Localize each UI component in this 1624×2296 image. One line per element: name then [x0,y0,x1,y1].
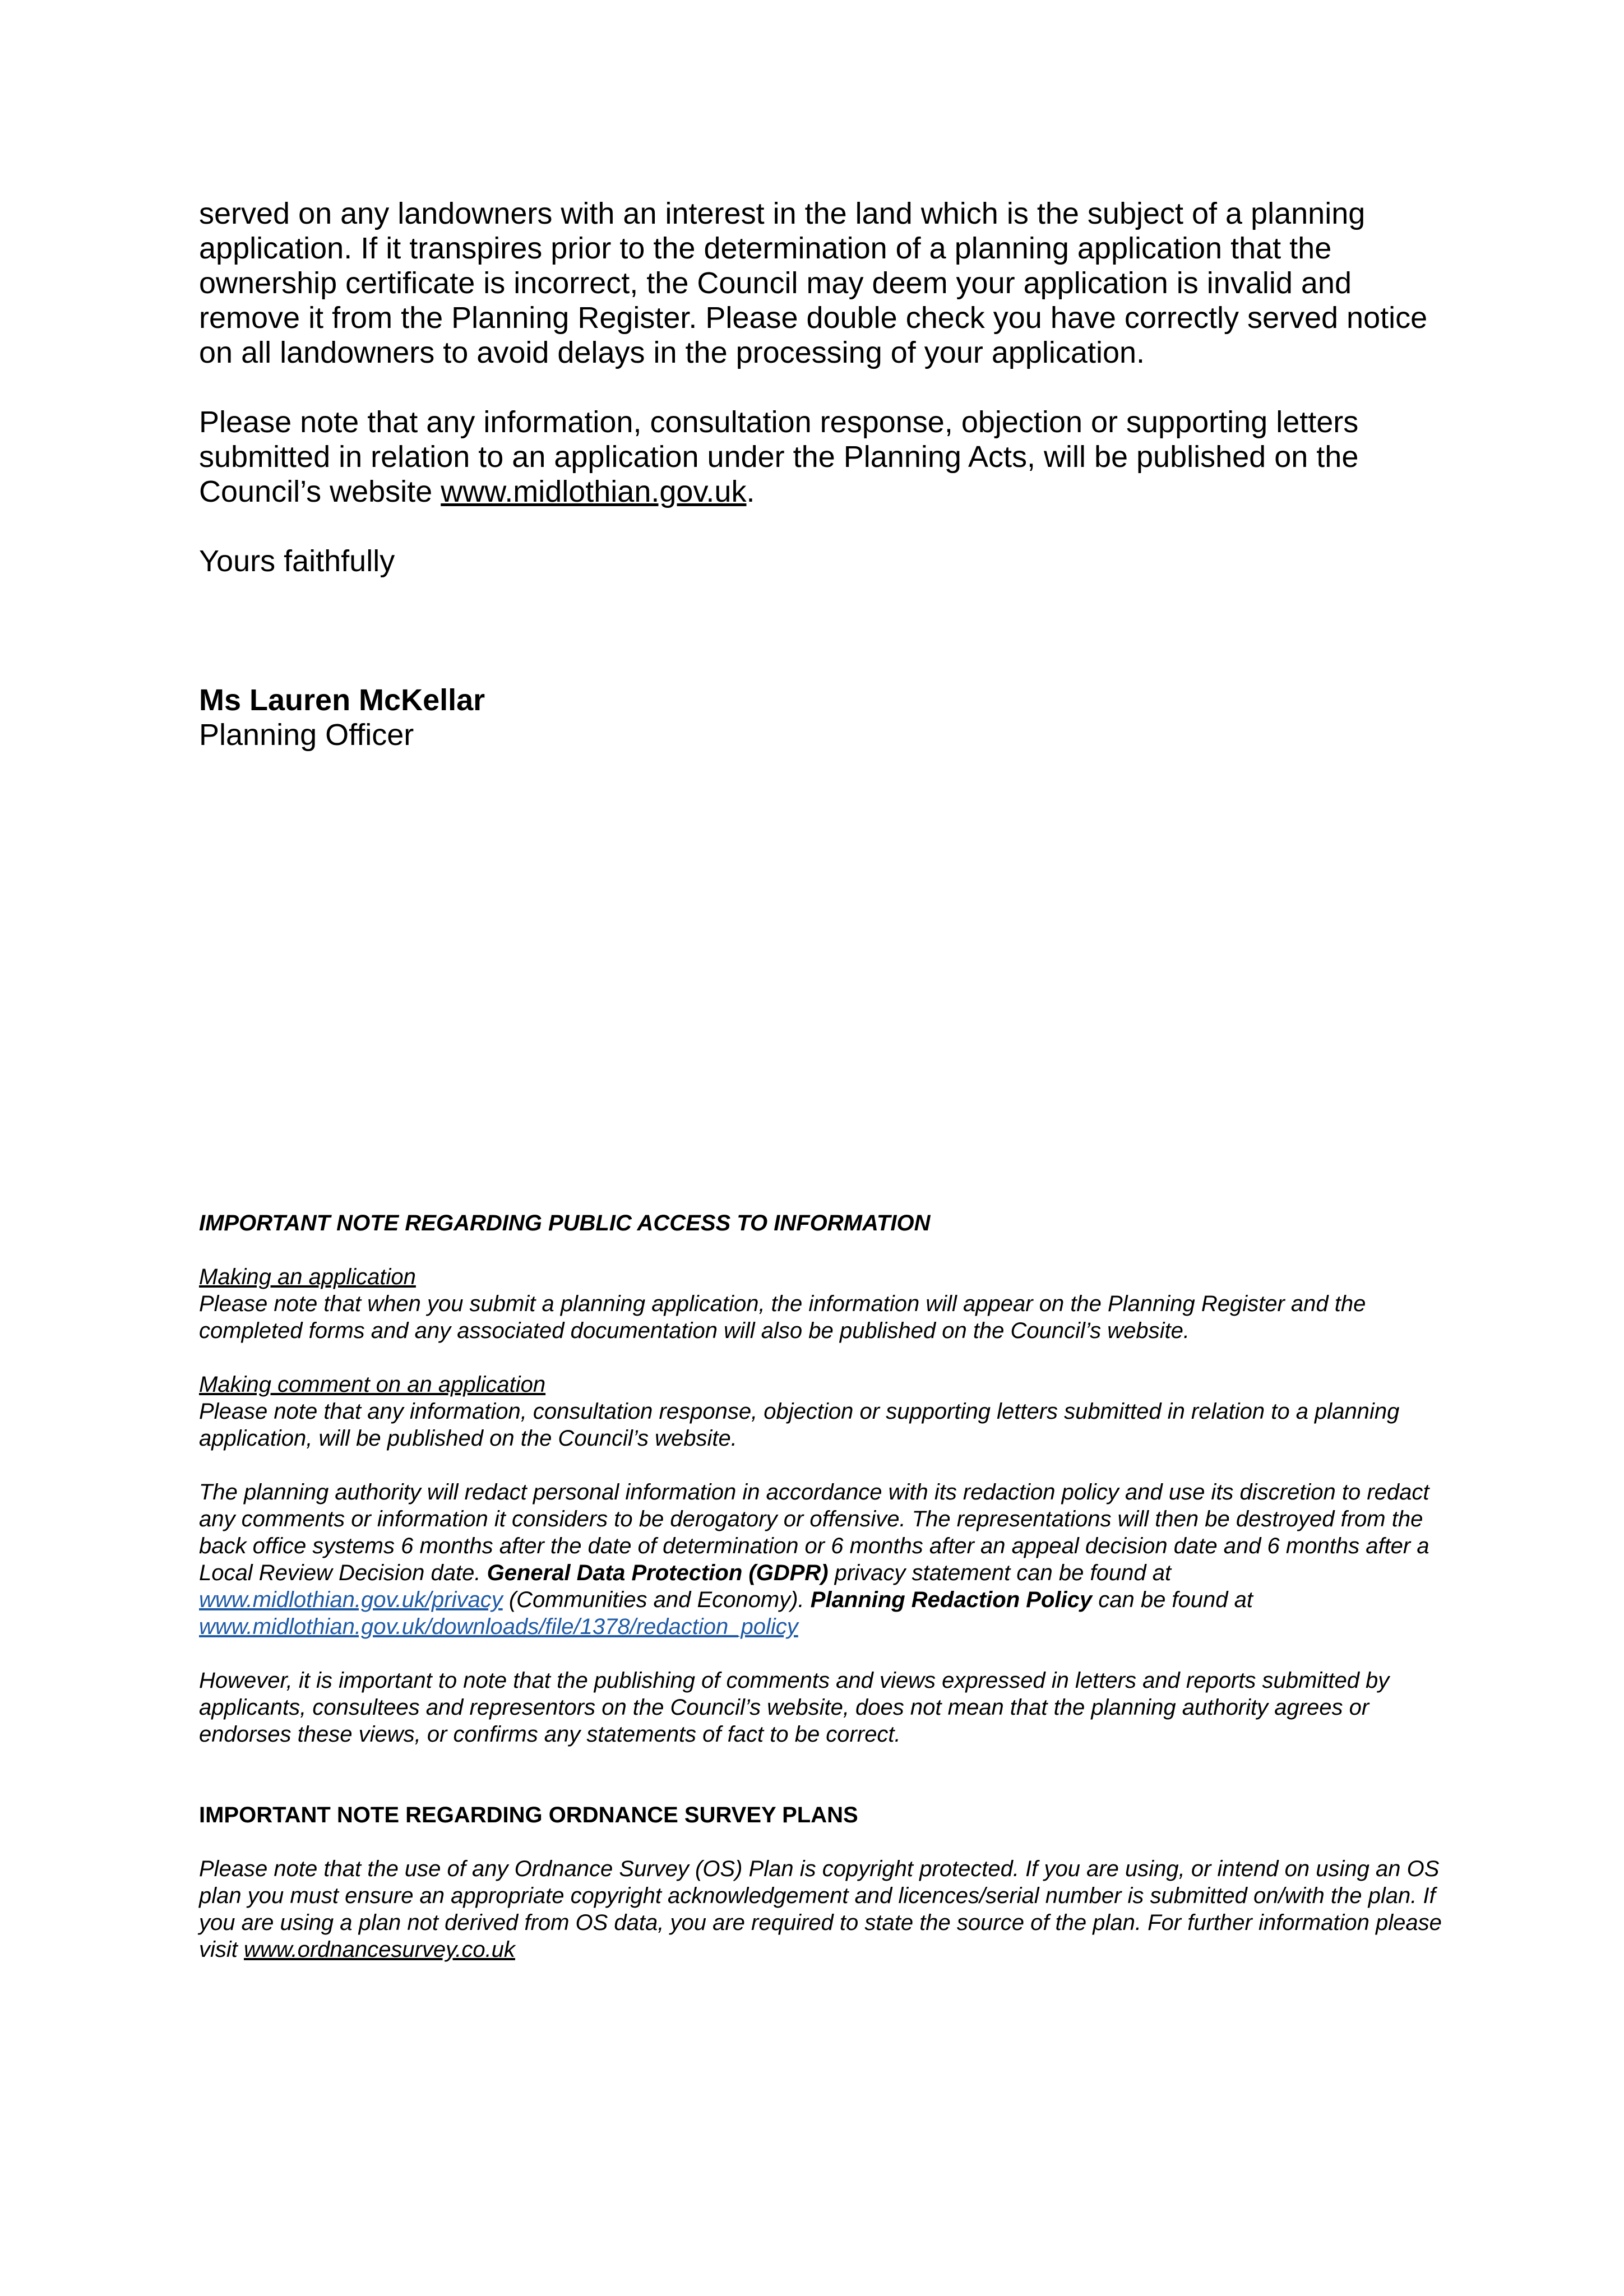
however-paragraph: However, it is important to note that the publishing of comments and views expressed in letters and reports submitted by applicants, consultees and representors on the Council’s website, does not mean that the planning authority agrees or endorses these views, or confirms any statements of fact to be correct. [199,1668,1390,1747]
paragraph-publication-notice [199,405,1449,509]
midlothian-website-link[interactable]: www.midlothian.gov.uk [441,475,747,508]
signatory-title: Planning Officer [199,718,414,752]
redaction-text-2: privacy statement can be found at [828,1561,1172,1585]
important-notes [199,1210,1449,1963]
letter-body [199,196,1449,752]
redaction-policy-link[interactable]: www.midlothian.gov.uk/downloads/file/1378/redaction_policy [199,1614,798,1639]
ordnance-survey-link[interactable]: www.ordnancesurvey.co.uk [244,1937,515,1962]
publication-notice-text: Please note that any information, consultation response, objection or supporting letters submitted in relation to an application under the Planning Acts, will be published on the Council’s website [199,405,1359,508]
ordnance-survey-heading: IMPORTANT NOTE REGARDING ORDNANCE SURVEY PLANS [199,1803,858,1827]
publication-notice-end: . [746,475,755,508]
redaction-policy-label: Planning Redaction Policy [810,1587,1093,1612]
paragraph-ownership-certificate: served on any landowners with an interest in the land which is the subject of a planning application. If it transpires prior to the determination of a planning application that the ownership certificate is incorrect, the Council may deem your application is invalid and remove it from the Planning Register. Please double check you have correctly served notice on all landowners to avoid delays in the processing of your application. [199,197,1428,369]
making-application-title: Making an application [199,1265,416,1289]
public-access-heading: IMPORTANT NOTE REGARDING PUBLIC ACCESS TO INFORMATION [199,1211,931,1235]
privacy-link[interactable]: www.midlothian.gov.uk/privacy [199,1587,503,1612]
signatory-name: Ms Lauren McKellar [199,683,485,717]
making-comment-title: Making comment on an application [199,1372,546,1397]
making-application-text: Please note that when you submit a planning application, the information will appear on the Planning Register and the completed forms and any associated documentation will also be published on the Council’s website. [199,1292,1366,1343]
ordnance-survey-paragraph [199,1855,1449,1963]
gdpr-label: General Data Protection (GDPR) [487,1561,829,1585]
making-comment-text: Please note that any information, consultation response, objection or supporting letters submitted in relation to a planning application, will be published on the Council’s website. [199,1399,1400,1451]
closing-salutation: Yours faithfully [199,544,395,578]
ordnance-survey-text: Please note that the use of any Ordnance Survey (OS) Plan is copyright protected. If you are using, or intend on using an OS plan you must ensure an appropriate copyright acknowledgement and licences/serial number is submitted on/with the plan. If you are using a plan not derived from OS data, you are required to state the source of the plan. For further information please visit [199,1857,1442,1962]
redaction-text-3: (Communities and Economy). [502,1587,811,1612]
redaction-text-4: can be found at [1092,1587,1253,1612]
redaction-paragraph [199,1479,1449,1640]
redaction-text-1: The planning authority will redact personal information in accordance with its redaction policy and use its discretion to redact any comments or information it considers to be derogatory or offensive. The representations will then be destroyed from the back office systems 6 months after the date of determination or 6 months after an appeal decision date and 6 months after a Local Review Decision date. [199,1480,1429,1585]
